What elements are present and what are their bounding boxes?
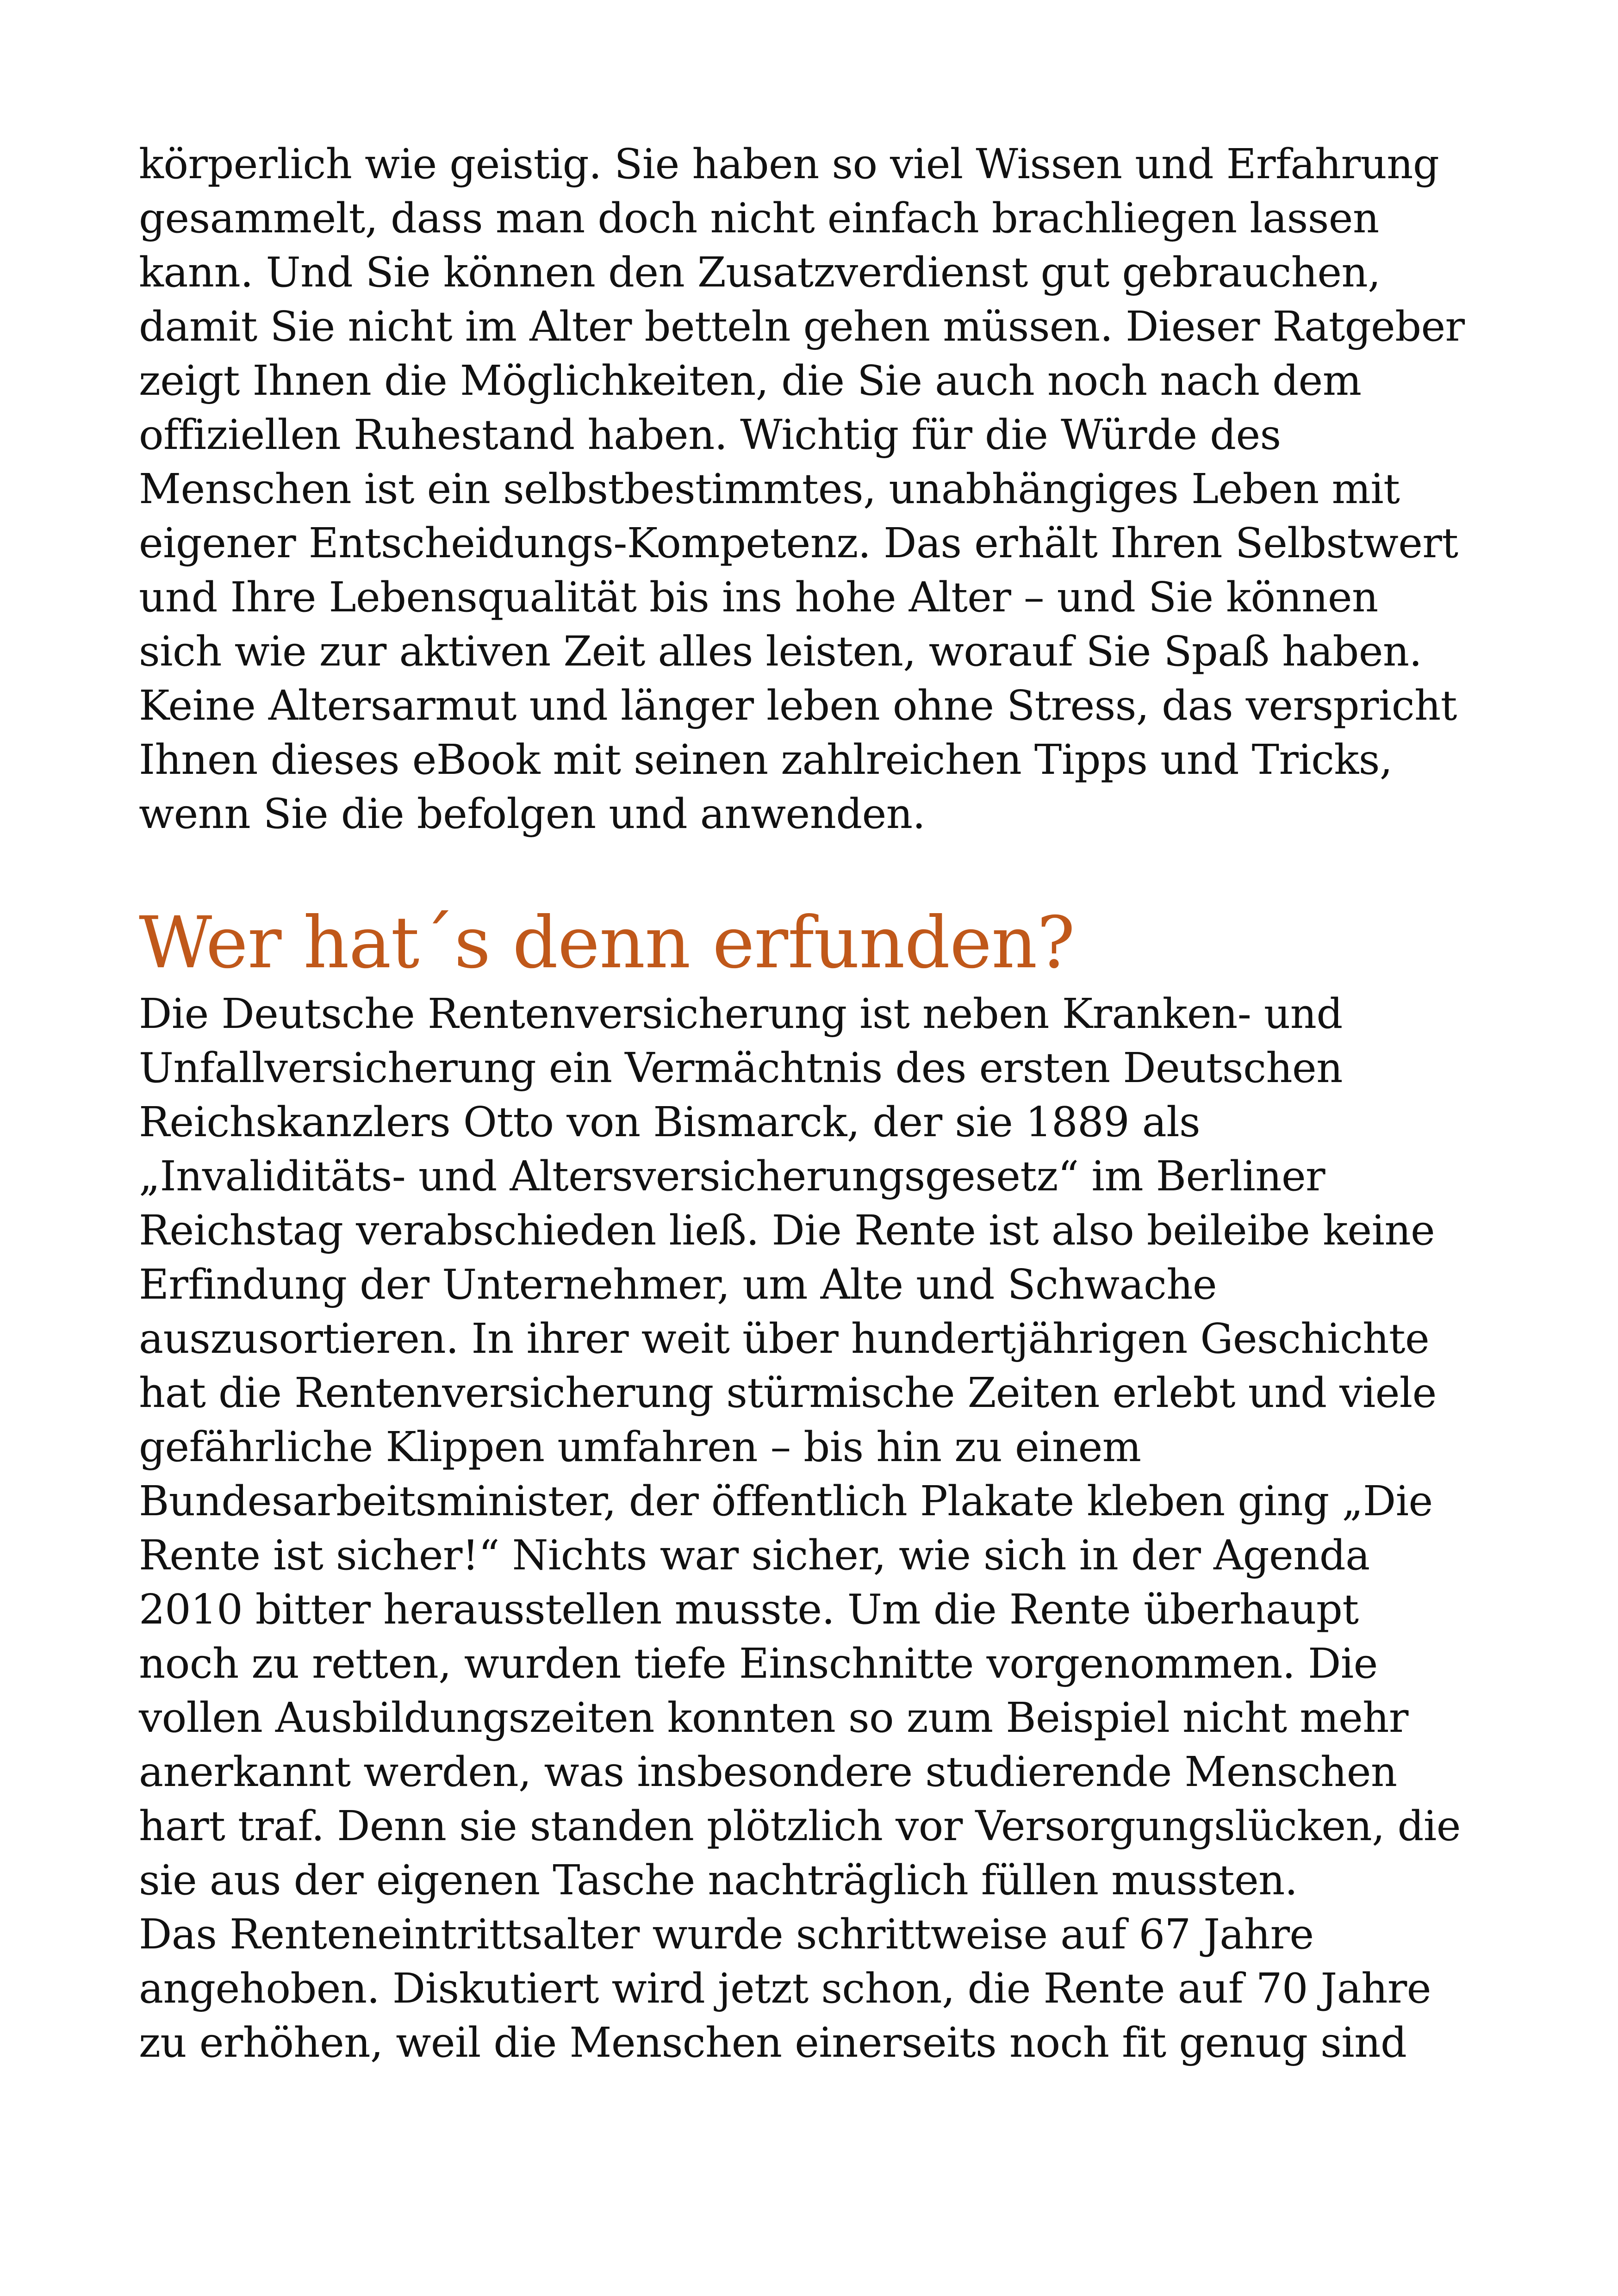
- text-line: Reichstag verabschieden ließ. Die Rente ist also beileibe keine: [139, 1206, 1435, 1254]
- text-line: noch zu retten, wurden tiefe Einschnitte vorgenommen. Die: [139, 1639, 1378, 1687]
- text-line: sich wie zur aktiven Zeit alles leisten, worauf Sie Spaß haben.: [139, 627, 1422, 675]
- text-line: Unfallversicherung ein Vermächtnis des ersten Deutschen: [139, 1044, 1343, 1092]
- text-line: wenn Sie die befolgen und anwenden.: [139, 790, 926, 838]
- text-line: und Ihre Lebensqualität bis ins hohe Alter – und Sie können: [139, 573, 1378, 621]
- section-heading: Wer hat´s denn erfunden?: [139, 902, 1075, 984]
- text-line: Die Deutsche Rentenversicherung ist neben Kranken- und: [139, 989, 1343, 1038]
- intro-paragraph: [139, 137, 1504, 841]
- section-paragraph: [139, 987, 1504, 2070]
- text-line: offiziellen Ruhestand haben. Wichtig für die Würde des: [139, 411, 1281, 459]
- text-line: damit Sie nicht im Alter betteln gehen müssen. Dieser Ratgeber: [139, 302, 1465, 350]
- text-line: gefährliche Klippen umfahren – bis hin zu einem: [139, 1423, 1141, 1471]
- text-line: Bundesarbeitsminister, der öffentlich Plakate kleben ging „Die: [139, 1477, 1433, 1525]
- text-line: hat die Rentenversicherung stürmische Zeiten erlebt und viele: [139, 1369, 1437, 1417]
- text-line: gesammelt, dass man doch nicht einfach brachliegen lassen: [139, 194, 1379, 242]
- text-line: Erfindung der Unternehmer, um Alte und Schwache: [139, 1260, 1217, 1308]
- text-line: „Invaliditäts- und Altersversicherungsgesetz“ im Berliner: [139, 1152, 1325, 1200]
- text-line: angehoben. Diskutiert wird jetzt schon, die Rente auf 70 Jahre: [139, 1964, 1431, 2012]
- text-line: Das Renteneintrittsalter wurde schrittweise auf 67 Jahre: [139, 1910, 1314, 1958]
- text-line: körperlich wie geistig. Sie haben so viel Wissen und Erfahrung: [139, 140, 1439, 188]
- text-line: Rente ist sicher!“ Nichts war sicher, wie sich in der Agenda: [139, 1531, 1370, 1579]
- text-line: zeigt Ihnen die Möglichkeiten, die Sie auch noch nach dem: [139, 356, 1362, 404]
- text-line: auszusortieren. In ihrer weit über hundertjährigen Geschichte: [139, 1314, 1430, 1363]
- text-line: kann. Und Sie können den Zusatzverdienst gut gebrauchen,: [139, 248, 1381, 296]
- text-line: hart traf. Denn sie standen plötzlich vor Versorgungslücken, die: [139, 1802, 1461, 1850]
- text-line: anerkannt werden, was insbesondere studierende Menschen: [139, 1748, 1397, 1796]
- text-line: eigener Entscheidungs-Kompetenz. Das erhält Ihren Selbstwert: [139, 519, 1458, 567]
- text-line: Menschen ist ein selbstbestimmtes, unabhängiges Leben mit: [139, 465, 1400, 513]
- text-line: zu erhöhen, weil die Menschen einerseits noch fit genug sind: [139, 2018, 1407, 2066]
- text-line: 2010 bitter herausstellen musste. Um die Rente überhaupt: [139, 1585, 1359, 1633]
- text-line: Keine Altersarmut und länger leben ohne Stress, das verspricht: [139, 681, 1457, 729]
- text-line: sie aus der eigenen Tasche nachträglich füllen mussten.: [139, 1856, 1298, 1904]
- text-line: Reichskanzlers Otto von Bismarck, der sie 1889 als: [139, 1098, 1201, 1146]
- text-line: vollen Ausbildungszeiten konnten so zum Beispiel nicht mehr: [139, 1693, 1408, 1742]
- text-line: Ihnen dieses eBook mit seinen zahlreichen Tipps und Tricks,: [139, 735, 1393, 784]
